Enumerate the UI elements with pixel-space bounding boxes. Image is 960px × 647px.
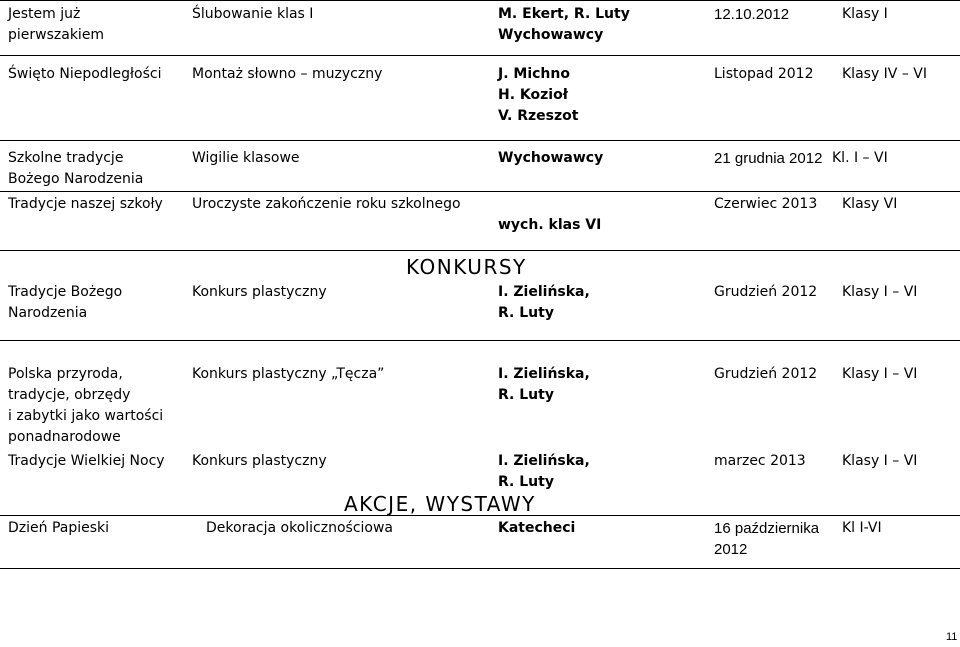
form-cell: Dekoracja okolicznościowa <box>206 520 393 536</box>
date-cell: Grudzień 2012 <box>714 366 818 382</box>
date-cell: 21 grudnia 2012 <box>714 150 823 167</box>
classes-cell: Klasy I <box>842 6 888 22</box>
form-cell: Ślubowanie klas I <box>192 6 314 22</box>
classes-cell: Klasy I – VI <box>842 284 918 300</box>
date-cell: marzec 2013 <box>714 453 806 469</box>
event-cell: Dzień Papieski <box>8 520 110 536</box>
person-cell: I. Zielińska, R. Luty <box>498 366 590 403</box>
table-rule <box>0 191 960 192</box>
section-heading-konkursy: KONKURSY <box>406 255 527 279</box>
table-rule <box>0 55 960 56</box>
page-number: 11 <box>946 631 958 643</box>
table-rule <box>0 140 960 141</box>
event-cell: Święto Niepodległości <box>8 66 162 82</box>
person-cell: I. Zielińska, R. Luty <box>498 453 590 490</box>
date-cell: 12.10.2012 <box>714 6 790 23</box>
classes-cell: Kl. I – VI <box>832 150 888 166</box>
table-rule <box>0 0 960 1</box>
event-cell: Jestem już pierwszakiem <box>8 6 105 43</box>
event-cell: Polska przyroda, tradycje, obrzędy i zabytki jako wartości ponadnarodowe <box>8 366 164 445</box>
person-cell: M. Ekert, R. Luty Wychowawcy <box>498 6 630 43</box>
person-cell: J. Michno H. Kozioł V. Rzeszot <box>498 66 579 124</box>
person-cell: I. Zielińska, R. Luty <box>498 284 590 321</box>
form-cell: Uroczyste zakończenie roku szkolnego <box>192 196 461 212</box>
form-cell: Konkurs plastyczny „Tęcza” <box>192 366 385 382</box>
classes-cell: Klasy I – VI <box>842 453 918 469</box>
event-cell: Tradycje naszej szkoły <box>8 196 163 212</box>
person-cell: Katecheci <box>498 520 576 536</box>
classes-cell: Klasy I – VI <box>842 366 918 382</box>
form-cell: Konkurs plastyczny <box>192 453 327 469</box>
classes-cell: Klasy IV – VI <box>842 66 927 82</box>
event-cell: Szkolne tradycje Bożego Narodzenia <box>8 150 144 187</box>
event-cell: Tradycje Wielkiej Nocy <box>8 453 165 469</box>
table-rule <box>0 250 960 251</box>
form-cell: Montaż słowno – muzyczny <box>192 66 383 82</box>
date-cell: Czerwiec 2013 <box>714 196 818 212</box>
classes-cell: Klasy VI <box>842 196 898 212</box>
classes-cell: Kl I-VI <box>842 520 882 536</box>
table-rule <box>0 340 960 341</box>
form-cell: Wigilie klasowe <box>192 150 300 166</box>
person-cell: wych. klas VI <box>498 217 602 233</box>
table-rule <box>0 568 960 569</box>
form-cell: Konkurs plastyczny <box>192 284 327 300</box>
section-heading-akcje: AKCJE, WYSTAWY <box>344 492 536 516</box>
date-cell: 16 października 2012 <box>714 520 820 558</box>
date-cell: Listopad 2012 <box>714 66 814 82</box>
date-cell: Grudzień 2012 <box>714 284 818 300</box>
event-cell: Tradycje Bożego Narodzenia <box>8 284 123 321</box>
person-cell: Wychowawcy <box>498 150 604 166</box>
